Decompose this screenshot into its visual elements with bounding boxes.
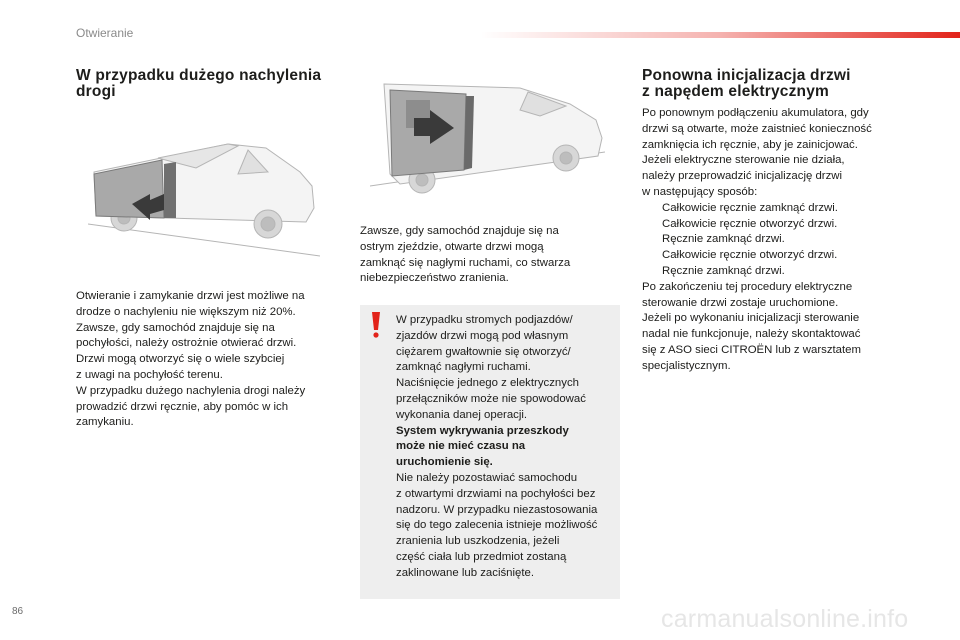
text-line: specjalistycznym. [642, 359, 731, 372]
step-item [642, 232, 907, 248]
step-item [642, 264, 907, 280]
text-line: zamykaniu. [76, 416, 134, 429]
step-text: Ręcznie zamknąć drzwi. [662, 233, 785, 246]
text-line: Nie należy pozostawiać samochodu [396, 471, 578, 484]
step-text: Całkowicie ręcznie zamknąć drzwi. [662, 201, 838, 214]
text-line: należy przeprowadzić inicjalizację drzwi [642, 170, 843, 183]
van-door-closing-arrow-illustration [88, 138, 320, 258]
bullet-marker [642, 232, 662, 248]
middle-paragraph [360, 224, 620, 287]
page-number: 86 [12, 606, 24, 617]
step-item [642, 217, 907, 233]
bullet-marker [642, 217, 662, 233]
text-line: zaklinowane lub zaciśnięte. [396, 566, 535, 579]
text-line: z uwagi na pochyłość terenu. [76, 368, 223, 381]
section-title: Otwieranie [76, 26, 134, 40]
step-text: Ręcznie zamknąć drzwi. [662, 264, 785, 277]
van-door-opening-arrow-illustration [370, 74, 605, 206]
text-line: nadzoru. W przypadku niezastosowania [396, 503, 598, 516]
text-line: Zawsze, gdy samochód znajduje się na [76, 321, 275, 334]
bullet-marker [642, 264, 662, 280]
text-line: zamknąć nagłymi ruchami. [396, 361, 531, 374]
text-line: drodze o nachyleniu nie większym niż 20%. [76, 305, 296, 318]
text-line: W przypadku stromych podjazdów/ [396, 314, 573, 326]
text-line: wykonania danej operacji. [396, 408, 528, 421]
bullet-marker [642, 201, 662, 217]
right-section-title [642, 68, 902, 100]
text-line: ciężarem gwałtownie się otworzyć/ [396, 345, 571, 358]
step-item [642, 248, 907, 264]
left-paragraph [76, 289, 336, 431]
step-text: Całkowicie ręcznie otworzyć drzwi. [662, 249, 838, 262]
text-line: z otwartymi drzwiami na pochyłości bez [396, 487, 596, 500]
text-line: Po ponownym podłączeniu akumulatora, gdy [642, 107, 869, 119]
text-line: Naciśnięcie jednego z elektrycznych [396, 377, 579, 390]
text-line: Zawsze, gdy samochód znajduje się na [360, 225, 559, 237]
bullet-marker [642, 248, 662, 264]
left-title-line: W przypadku dużego nachylenia [76, 67, 322, 84]
step-text: Całkowicie ręcznie otworzyć drzwi. [662, 217, 838, 230]
right-title-line: Ponowna inicjalizacja drzwi [642, 67, 851, 84]
text-line: część ciała lub przedmiot zostaną [396, 550, 567, 563]
text-line: zamknięcia ich ręcznie, aby je zainicjować. [642, 138, 858, 151]
text-line: w następujący sposób: [642, 185, 758, 198]
text-line: się do tego zalecenia istnieje możliwość [396, 519, 598, 532]
text-line: zranienia lub uszkodzenia, jeżeli [396, 535, 560, 548]
bold-text-line: System wykrywania przeszkody [396, 424, 569, 437]
text-line: nadal nie funkcjonuje, należy skontaktować [642, 328, 861, 341]
text-line: zamknąć się nagłymi ruchami, co stwarza [360, 256, 571, 269]
text-line: zjazdów drzwi mogą pod własnym [396, 329, 569, 342]
text-line: Jeżeli po wykonaniu inicjalizacji sterowanie [642, 312, 860, 325]
warning-text [396, 313, 620, 582]
text-line: Otwieranie i zamykanie drzwi jest możliwe na [76, 290, 305, 302]
right-paragraph [642, 106, 907, 375]
text-line: się z ASO sieci CITROËN lub z warsztatem [642, 343, 862, 356]
left-title-line: drogi [76, 83, 116, 100]
text-line: pochyłości, należy ostrożnie otwierać drzwi. [76, 337, 297, 350]
left-section-title [76, 68, 346, 100]
watermark: carmanualsonline.info [661, 605, 909, 633]
text-line: przełączników może nie spowodować [396, 392, 586, 405]
text-line: drzwi są otwarte, może zaistnieć konieczność [642, 122, 872, 135]
header-accent-bar [480, 32, 960, 38]
bold-text-line: może nie mieć czasu na [396, 440, 526, 453]
warning-exclamation-icon [369, 312, 383, 338]
text-line: niebezpieczeństwo zranienia. [360, 272, 509, 285]
text-line: sterowanie drzwi zostaje uruchomione. [642, 296, 839, 309]
step-item [642, 201, 907, 217]
text-line: Po zakończeniu tej procedury elektryczne [642, 280, 853, 293]
bold-text-line: uruchomienie się. [396, 456, 493, 469]
text-line: ostrym zjeździe, otwarte drzwi mogą [360, 240, 544, 253]
text-line: Jeżeli elektryczne sterowanie nie działa, [642, 154, 845, 167]
text-line: W przypadku dużego nachylenia drogi należy [76, 384, 306, 397]
text-line: Drzwi mogą otworzyć się o wiele szybciej [76, 353, 285, 366]
right-title-line: z napędem elektrycznym [642, 83, 830, 100]
text-line: prowadzić drzwi ręcznie, aby pomóc w ich [76, 400, 289, 413]
